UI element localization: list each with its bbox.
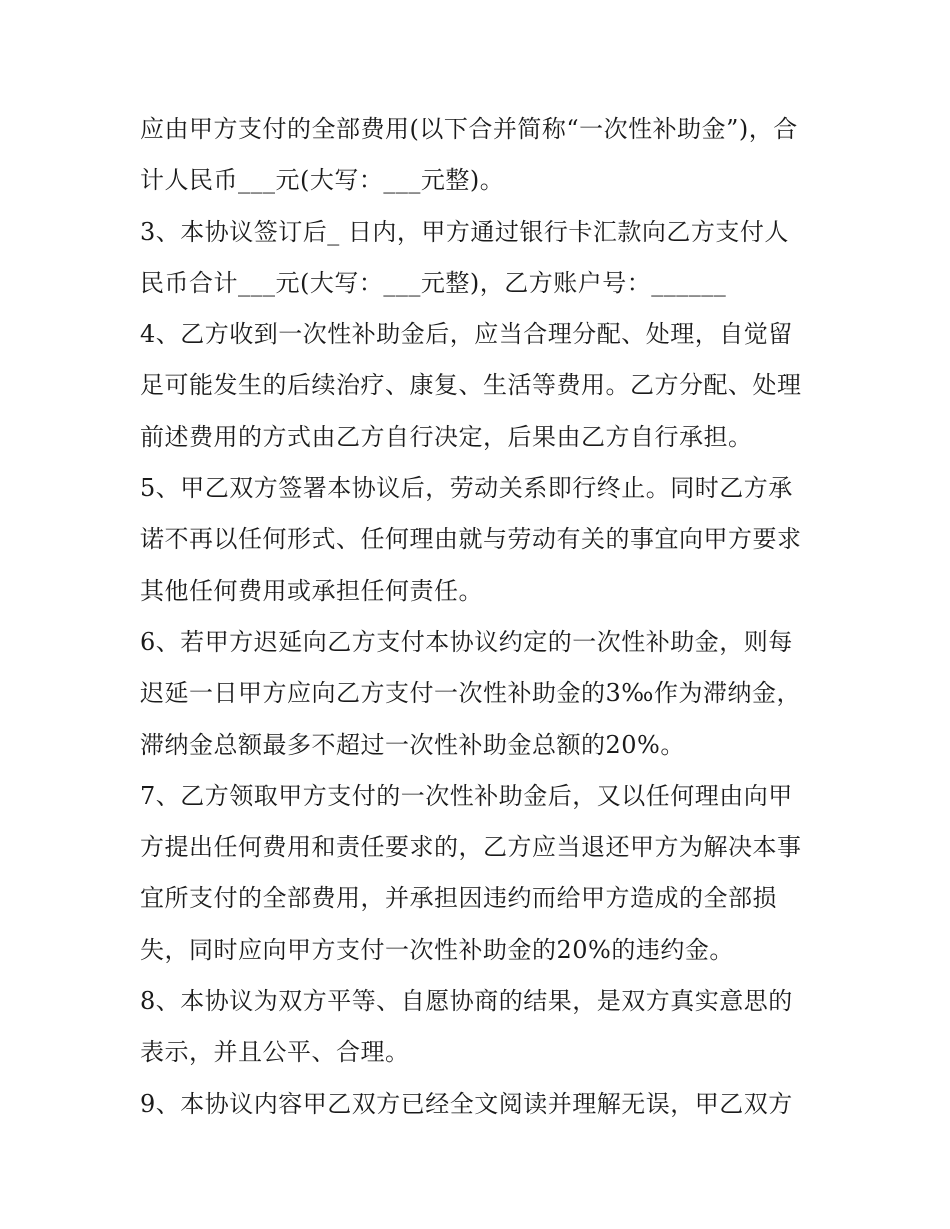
text-line: 4、乙方收到一次性补助金后，应当合理分配、处理，自觉留 [140, 320, 793, 349]
text-line: 表示，并且公平、合理。 [140, 1038, 410, 1067]
text-line: 方提出任何费用和责任要求的，乙方应当退还甲方为解决本事 [140, 833, 802, 862]
text-line: 前述费用的方式由乙方自行决定，后果由乙方自行承担。 [140, 422, 753, 451]
text-line: 3、本协议签订后_ 日内，甲方通过银行卡汇款向乙方支付人 [140, 217, 789, 246]
text-line: 迟延一日甲方应向乙方支付一次性补助金的3‰作为滞纳金， [140, 679, 801, 708]
text-line: 计人民币___元(大写：___元整)。 [140, 166, 505, 195]
text-line: 5、甲乙双方签署本协议后，劳动关系即行终止。同时乙方承 [140, 474, 793, 503]
text-line: 诺不再以任何形式、任何理由就与劳动有关的事宜向甲方要求 [140, 525, 802, 554]
document-body [140, 104, 820, 1130]
text-line: 7、乙方领取甲方支付的一次性补助金后，又以任何理由向甲 [140, 781, 793, 810]
text-line: 滞纳金总额最多不超过一次性补助金总额的20%。 [140, 730, 685, 759]
text-line: 应由甲方支付的全部费用(以下合并简称“一次性补助金”)，合 [140, 115, 798, 143]
text-line: 宜所支付的全部费用，并承担因违约而给甲方造成的全部损 [140, 884, 777, 913]
text-line: 9、本协议内容甲乙双方已经全文阅读并理解无误，甲乙双方 [140, 1089, 793, 1118]
text-line: 8、本协议为双方平等、自愿协商的结果，是双方真实意思的 [140, 987, 793, 1016]
text-line: 失，同时应向甲方支付一次性补助金的20%的违约金。 [140, 935, 734, 964]
text-line: 民币合计___元(大写：___元整)，乙方账户号：______ [140, 268, 727, 297]
text-line: 6、若甲方迟延向乙方支付本协议约定的一次性补助金，则每 [140, 627, 793, 656]
text-line: 足可能发生的后续治疗、康复、生活等费用。乙方分配、处理 [140, 371, 802, 400]
text-line: 其他任何费用或承担任何责任。 [140, 576, 483, 605]
